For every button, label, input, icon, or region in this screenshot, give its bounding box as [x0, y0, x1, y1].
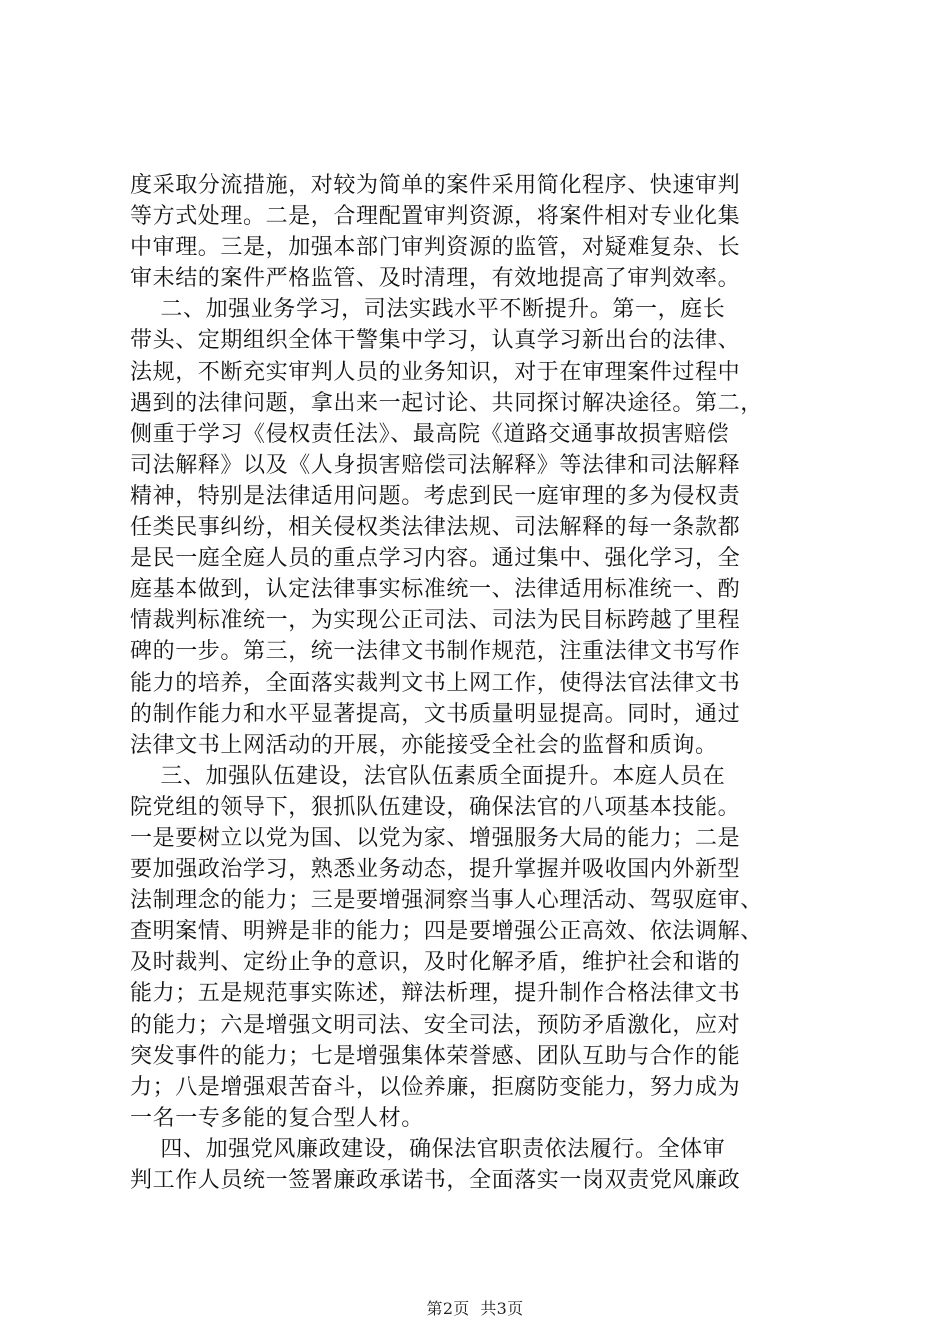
text-line: 度采取分流措施，对较为简单的案件采用简化程序、快速审判 [130, 173, 741, 198]
text-line: 带头、定期组织全体干警集中学习，认真学习新出台的法律、 [130, 328, 741, 354]
text-line: 院党组的领导下，狠抓队伍建设，确保法官的八项基本技能。 [130, 794, 741, 820]
text-line: 等方式处理。二是，合理配置审判资源，将案件相对专业化集 [130, 204, 741, 230]
text-line: 碑的一步。第三，统一法律文书制作规范，注重法律文书写作 [130, 639, 741, 665]
text-line: 的制作能力和水平显著提高，文书质量明显提高。同时，通过 [130, 701, 741, 727]
text-line: 法规，不断充实审判人员的业务知识，对于在审理案件过程中 [130, 359, 741, 385]
text-line: 要加强政治学习，熟悉业务动态，提升掌握并吸收国内外新型 [130, 857, 741, 883]
text-line: 情裁判标准统一，为实现公正司法、司法为民目标跨越了里程 [130, 608, 741, 634]
text-line: 的能力；六是增强文明司法、安全司法，预防矛盾激化，应对 [130, 1012, 741, 1038]
text-line: 二、加强业务学习，司法实践水平不断提升。第一，庭长 [130, 297, 726, 323]
text-line: 司法解释》以及《人身损害赔偿司法解释》等法律和司法解释 [130, 452, 741, 478]
text-line: 侧重于学习《侵权责任法》、最高院《道路交通事故损害赔偿 [130, 421, 730, 447]
text-line: 一名一专多能的复合型人材。 [130, 1105, 424, 1131]
page-number-footer: 第2页 共3页 [426, 1299, 524, 1318]
text-line: 是民一庭全庭人员的重点学习内容。通过集中、强化学习，全 [130, 546, 741, 572]
text-line: 能力的培养，全面落实裁判文书上网工作，使得法官法律文书 [130, 670, 741, 696]
text-line: 三、加强队伍建设，法官队伍素质全面提升。本庭人员在 [130, 763, 726, 789]
text-line: 遇到的法律问题，拿出来一起讨论、共同探讨解决途径。第二， [130, 390, 763, 416]
text-line: 力；八是增强艰苦奋斗，以俭养廉，拒腐防变能力，努力成为 [130, 1074, 741, 1100]
text-line: 中审理。三是，加强本部门审判资源的监管，对疑难复杂、长 [130, 235, 741, 261]
text-line: 一是要树立以党为国、以党为家、增强服务大局的能力；二是 [130, 825, 741, 851]
text-line: 突发事件的能力；七是增强集体荣誉感、团队互助与合作的能 [130, 1043, 741, 1069]
text-line: 法律文书上网活动的开展，亦能接受全社会的监督和质询。 [130, 732, 718, 758]
text-line: 判工作人员统一签署廉政承诺书，全面落实一岗双责党风廉政 [130, 1168, 741, 1193]
text-line: 法制理念的能力；三是要增强洞察当事人心理活动、驾驭庭审、 [130, 888, 763, 914]
text-line: 四、加强党风廉政建设，确保法官职责依法履行。全体审 [130, 1136, 726, 1162]
text-line: 任类民事纠纷，相关侵权类法律法规、司法解释的每一条款都 [130, 515, 741, 541]
text-line: 审未结的案件严格监管、及时清理，有效地提高了审判效率。 [130, 266, 741, 292]
text-line: 精神，特别是法律适用问题。考虑到民一庭审理的多为侵权责 [130, 483, 741, 509]
text-line: 查明案情、明辨是非的能力；四是要增强公正高效、依法调解、 [130, 919, 763, 945]
document-body [130, 170, 830, 1196]
text-line: 能力；五是规范事实陈述，辩法析理，提升制作合格法律文书 [130, 981, 741, 1007]
text-line: 庭基本做到，认定法律事实标准统一、法律适用标准统一、酌 [130, 577, 741, 603]
text-line: 及时裁判、定纷止争的意识，及时化解矛盾，维护社会和谐的 [130, 950, 741, 976]
